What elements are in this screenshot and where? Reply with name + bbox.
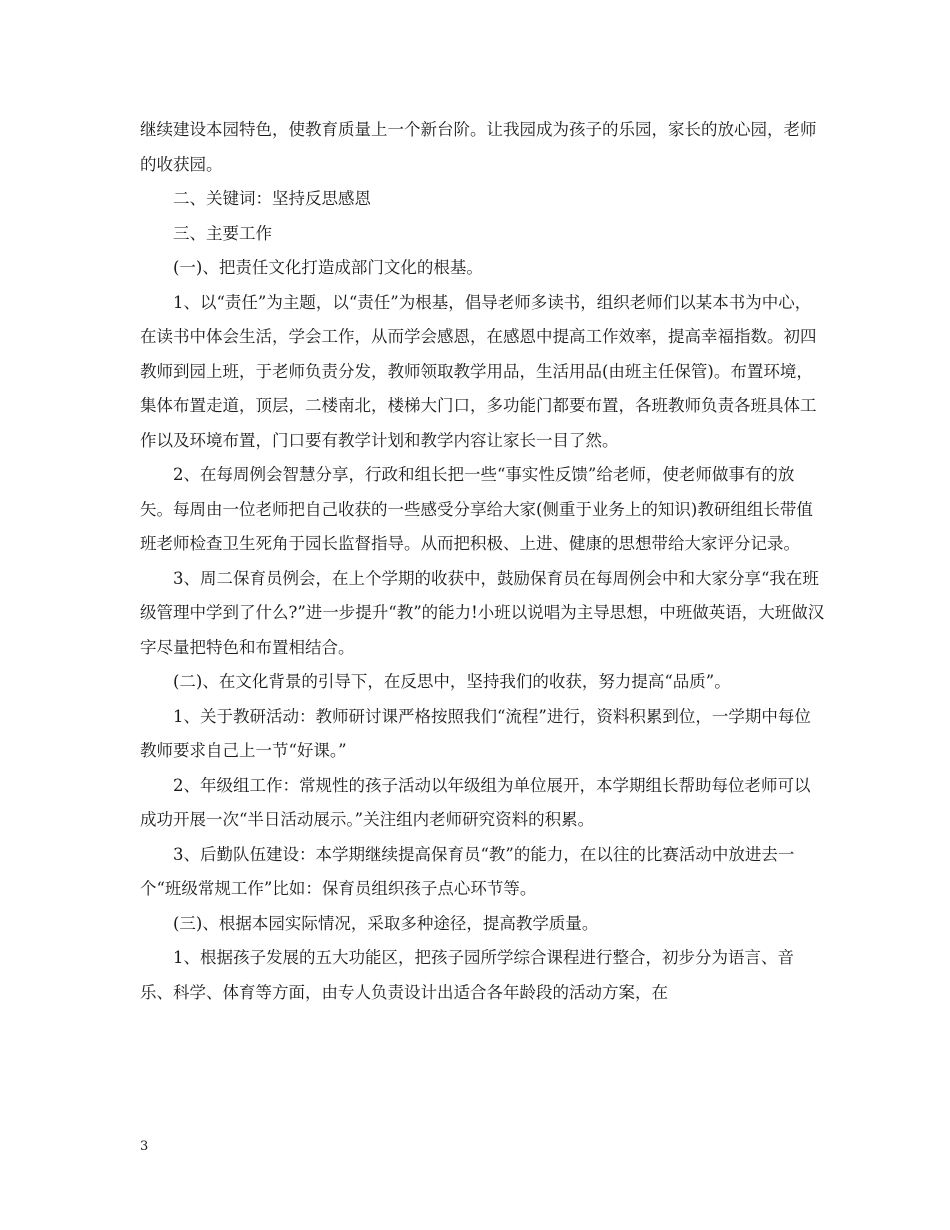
section-heading: 二、关键词：坚持反思感恩 [173,189,371,208]
paragraph: 1、关于教研活动：教师研讨课严格按照我们“流程”进行，资料积累到位，一学期中每位教师要求自己上一节“好课。” [140,706,811,760]
paragraph: 3、周二保育员例会，在上个学期的收获中，鼓励保育员在每周例会中和大家分享“我在班级管理中学到了什么?”进一步提升“教”的能力!小班以说唱为主导思想，中班做英语，大班做汉字尽量把特色和布置相结合。 [140,568,825,657]
paragraph: 3、后勤队伍建设：本学期继续提高保育员“教”的能力，在以往的比赛活动中放进去一个“班级常规工作”比如：保育员组织孩子点心环节等。 [140,844,795,898]
paragraph: 2、在每周例会智慧分享，行政和组长把一些“事实性反馈”给老师，使老师做事有的放矢。每周由一位老师把自己收获的一些感受分享给大家(侧重于业务上的知识)教研组组长带值班老师检查卫生死角于园长监督指导。从而把积极、上进、健康的思想带给大家评分记录。 [140,465,813,553]
subsection-heading: (一)、把责任文化打造成部门文化的根基。 [173,258,483,277]
paragraph: 继续建设本园特色，使教育质量上一个新台阶。让我园成为孩子的乐园，家长的放心园，老师的收获园。 [140,120,817,174]
page-body [140,113,825,1010]
paragraph: 2、年级组工作：常规性的孩子活动以年级组为单位展开，本学期组长帮助每位老师可以成功开展一次“半日活动展示。”关注组内老师研究资料的积累。 [140,775,811,829]
subsection-heading: (二)、在文化背景的引导下，在反思中，坚持我们的收获，努力提高“品质”。 [173,672,731,691]
paragraph: 1、以“责任”为主题，以“责任”为根基，倡导老师多读书，组织老师们以某本书为中心，在读书中体会生活，学会工作，从而学会感恩，在感恩中提高工作效率，提高幸福指数。初四教师到园上班，于老师负责分发，教师领取教学用品，生活用品(由班主任保管)。布置环境，集体布置走道，顶层，二楼南北，楼梯大门口，多功能门都要布置，各班教师负责各班具体工作以及环境布置，门口要有教学计划和教学内容让家长一目了然。 [140,292,817,450]
subsection-heading: (三)、根据本园实际情况，采取多种途径，提高教学质量。 [173,913,599,933]
paragraph: 1、根据孩子发展的五大功能区，把孩子园所学综合课程进行整合，初步分为语言、音乐、科学、体育等方面，由专人负责设计出适合各年龄段的活动方案，在 [140,948,794,1002]
page-number: 3 [140,1139,149,1154]
section-heading: 三、主要工作 [173,223,272,243]
